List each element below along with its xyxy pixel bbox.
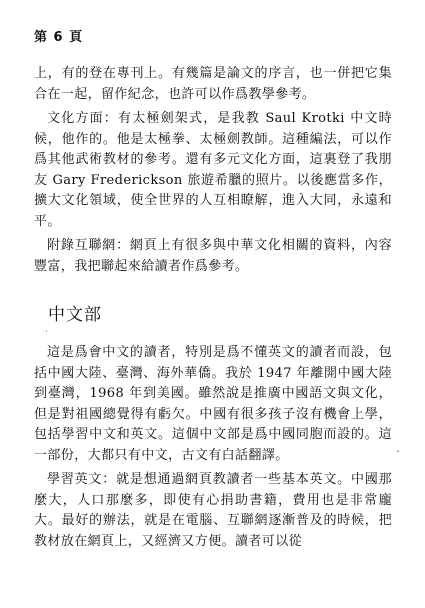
paragraph-learning-english: 學習英文：就是想通過網頁教讀者一些基本英文。中國那麼大，人口那麼多，即使有心捐助書籍，費用也是非常龐大。最好的辦法，就是在電腦、互聯網逐漸普及的時候，把教材放在網頁上，又經濟又方便。讀者可以從 (34, 472, 392, 549)
scan-mark: ˆ (396, 450, 400, 459)
paragraph-culture: 文化方面：有太極劍架式，是我教 Saul Krotki 中文時候，他作的。他是太極拳、太極劍教師。這種編法，可以作爲其他武術教材的參考。還有多元文化方面，這裏登了我朋友 Gary Frederickson 旅遊希臘的照片。以後應當多作，擴大文化領域，使全世界的人互相瞭解，進入大同，永遠和平。 (34, 111, 392, 229)
intro-text-block (34, 64, 392, 281)
paragraph-continuation: 上，有的登在專刊上。有幾篇是論文的序言，也一併把它集合在一起，留作紀念，也許可以作爲教學參考。 (34, 66, 392, 102)
section-heading-chinese-department: 中文部 (48, 305, 102, 325)
paragraph-chinese-readers: 這是爲會中文的讀者，特別是爲不懂英文的讀者而設，包括中國大陸、臺灣、海外華僑。我於 1947 年離開中國大陸到臺灣，1968 年到美國。雖然說是推廣中國語文與文化，但是對祖國總覺得有虧欠。中國有很多孩子沒有機會上學，包括學習中文和英文。這個中文部是爲中國同胞而設的。這一部份，大都只有中文，古文有白話翻譯。 (34, 345, 392, 463)
section-mark: ˊ (44, 330, 48, 339)
page-number: 第 6 頁 (34, 30, 84, 45)
chinese-department-text-block (34, 343, 392, 556)
paragraph-appendix-internet: 附錄互聯網：網頁上有很多與中華文化相關的資料，內容豐富，我把聯起來給讀者作爲參考。 (34, 238, 392, 274)
